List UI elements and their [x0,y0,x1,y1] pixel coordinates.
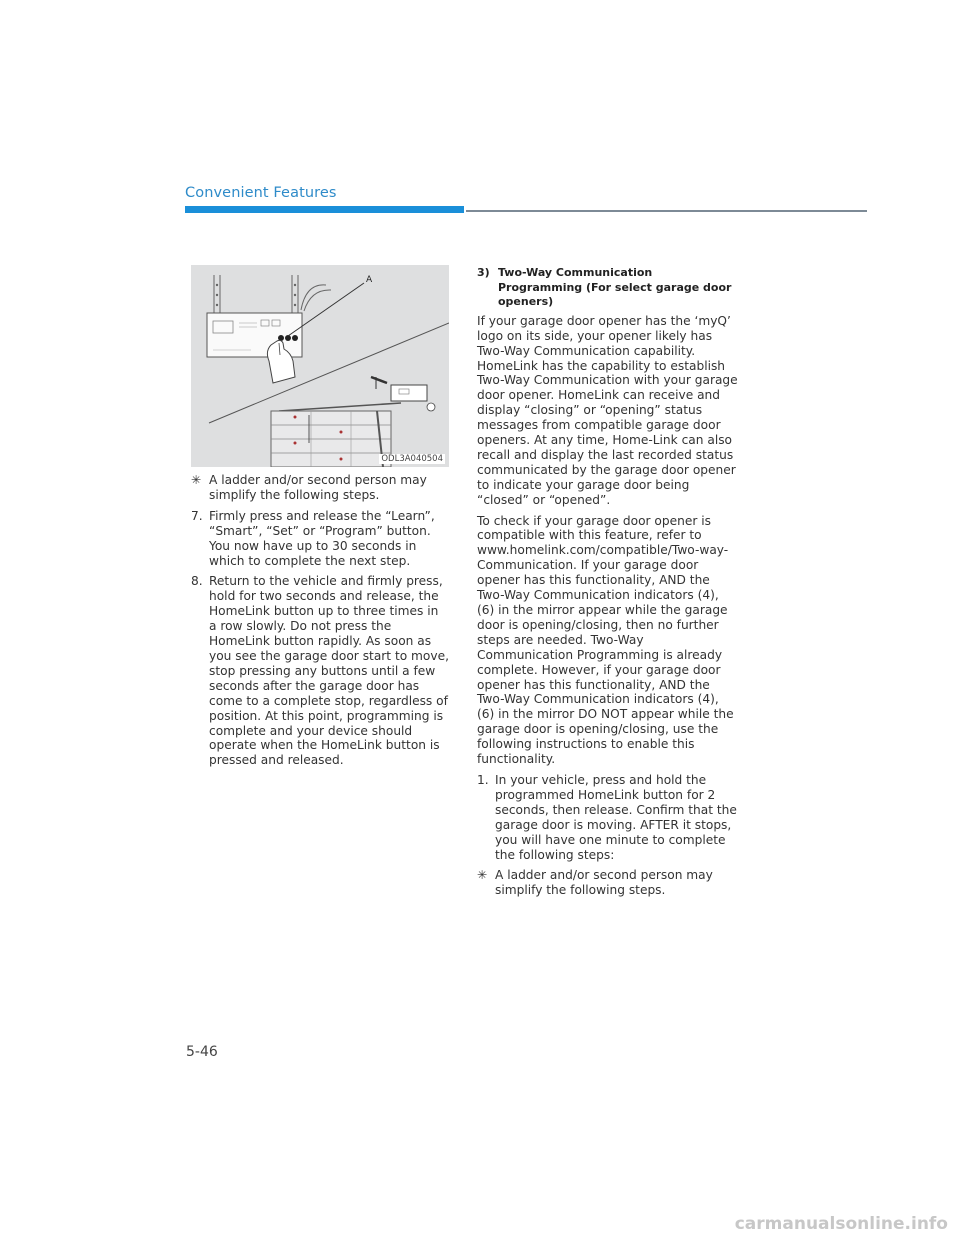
watermark: carmanualsonline.info [734,1214,948,1234]
step-8 [191,574,449,768]
compatibility-paragraph: To check if your garage door opener is compatible with this feature, refer to www.homelink.com/compatible/Two-way-Communication. If your garage door opener has this functionality, AND the Two-Way Communication indicators (4), (6) in the mirror appear while the garage door is opening/closing, then no further steps are needed. Two-Way Communication Programming is already complete. However, if your garage door opener has this functionality, AND the Two-Way Communication indicators (4), (6) in the mirror DO NOT appear while the garage door is opening/closing, use the following instructions to enable this functionality. [477,513,734,767]
step-number: 7. [191,508,203,523]
step-number: 1. [477,772,489,787]
right-column [477,266,739,904]
note-text: A ladder and/or second person may simplify the following steps. [209,473,427,502]
header-rule-accent [185,206,464,213]
asterisk-icon: ✳ [477,868,488,883]
step-7 [191,509,449,569]
ladder-note [191,473,449,503]
asterisk-icon: ✳ [191,473,202,487]
heading-text: Two-Way Communication Programming (For select garage door openers) [498,266,732,309]
page-number: 5-46 [186,1044,218,1060]
step-text: In your vehicle, press and hold the programmed HomeLink button for 2 seconds, then release. Confirm that the garage door is moving. AFTER it stops, you will have one minute to complete the following steps: [495,772,737,862]
myq-paragraph: If your garage door opener has the ‘myQ’ logo on its side, your opener likely has Two-Way Communication capability. HomeLink has the capability to establish Two-Way Communication with your garage door opener. HomeLink can receive and display “closing” or “opening” status messages from compatible garage door openers. At any time, Home-Link can also recall and display the last recorded status communicated by the garage door opener to indicate your garage door being “closed” or “opened”. [477,313,738,507]
step-text: Firmly press and release the “Learn”, “Smart”, “Set” or “Program” button. You now have up to 30 seconds in which to complete the next step. [209,508,435,568]
two-way-programming-heading [477,266,739,310]
step-1 [477,773,739,862]
note-text: A ladder and/or second person may simplify the following steps. [495,868,713,898]
step-number: 8. [191,574,203,589]
callout-label: A [366,275,373,285]
step-text: Return to the vehicle and firmly press, hold for two seconds and release, the HomeLink button up to three times in a row slowly. Do not press the HomeLink button rapidly. As soon as you see the garage door start to move, stop pressing any buttons until a few seconds after the garage door has come to a complete stop, regardless of position. At this point, programming is complete and your device should operate when the HomeLink button is pressed and released. [209,574,449,768]
heading-number: 3) [477,266,490,279]
figure-code: ODL3A040504 [381,454,443,464]
left-column [191,473,449,774]
ladder-note [477,868,739,898]
section-title: Convenient Features [185,185,337,201]
garage-opener-illustration [191,265,449,467]
garage-opener-drawing [191,265,449,467]
header-rule [466,210,867,212]
opener-panel [207,313,302,357]
